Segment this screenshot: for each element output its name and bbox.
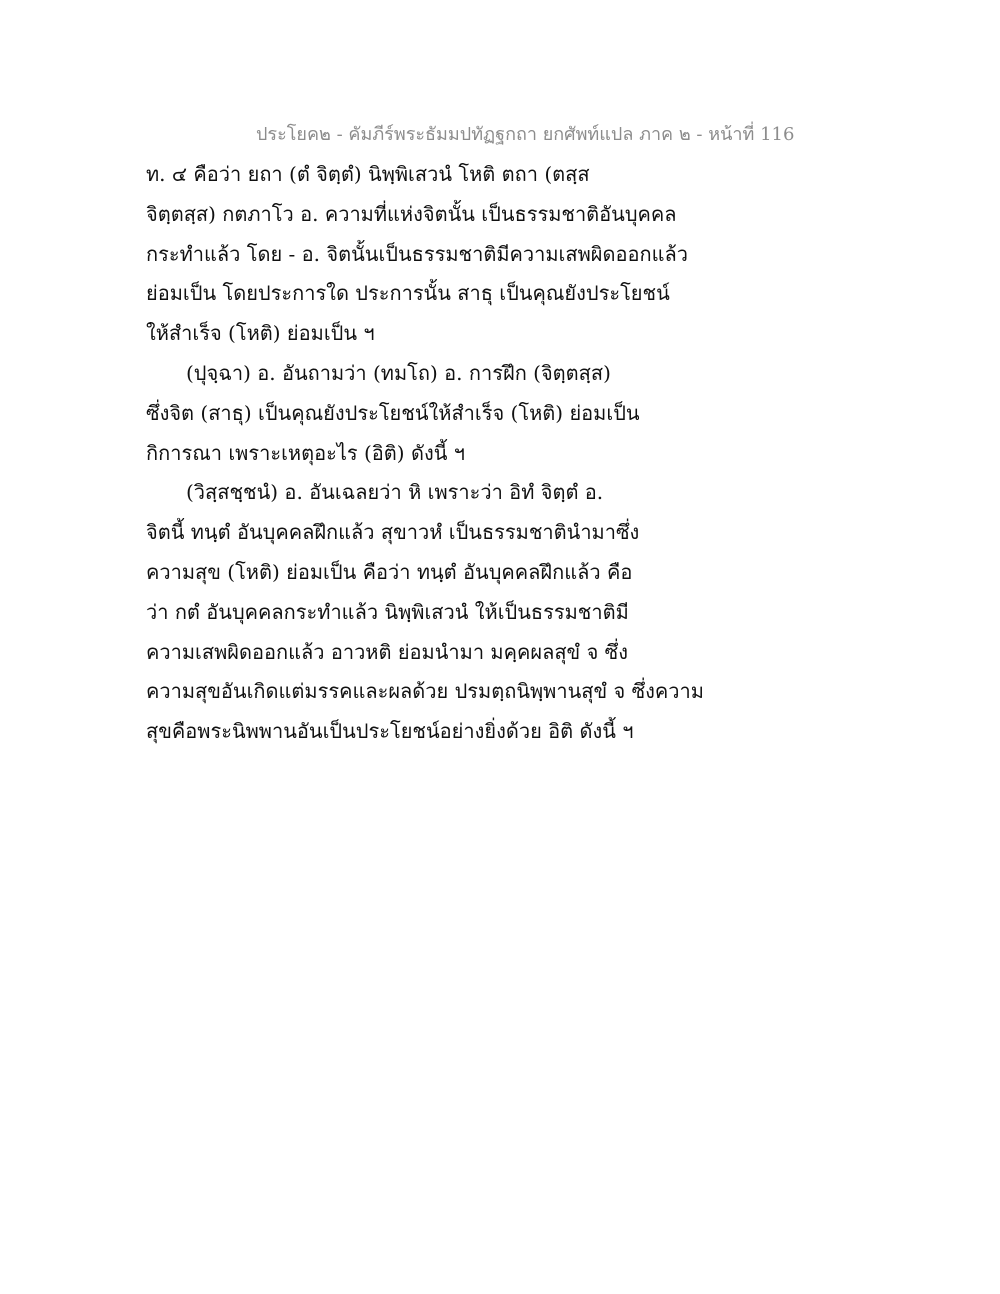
page-header: ประโยค๒ - คัมภีร์พระธัมมปทัฏฐกถา ยกศัพท์แปล ภาค ๒ - หน้าที่ 116: [256, 124, 795, 145]
text-line: ว่า กตํ อันบุคคลกระทำแล้ว นิพฺพิเสวนํ ให้เป็นธรรมชาติมี: [146, 599, 629, 624]
body-text: [146, 160, 706, 757]
text-line: ความเสพผิดออกแล้ว อาวหติ ย่อมนำมา มคฺคผลสุขํ จ ซึ่ง: [146, 639, 628, 664]
paragraph-start-line: (วิสฺสชฺชนํ) อ. อันเฉลยว่า หิ เพราะว่า อิทํ จิตฺตํ อ.: [186, 480, 604, 505]
text-line: จิตฺตสฺส) กตภาโว อ. ความที่แห่งจิตนั้น เป็นธรรมชาติอันบุคคล: [146, 201, 677, 226]
text-line: ความสุขอันเกิดแต่มรรคและผลด้วย ปรมตฺถนิพฺพานสุขํ จ ซึ่งความ: [146, 679, 704, 704]
text-line: ย่อมเป็น โดยประการใด ประการนั้น สาธุ เป็นคุณยังประโยชน์: [146, 281, 670, 306]
text-line: ความสุข (โหติ) ย่อมเป็น คือว่า ทนฺตํ อันบุคคลฝึกแล้ว คือ: [146, 559, 633, 584]
text-line: ให้สำเร็จ (โหติ) ย่อมเป็น ฯ: [146, 321, 375, 346]
text-line: ซึ่งจิต (สาธุ) เป็นคุณยังประโยชน์ให้สำเร็จ (โหติ) ย่อมเป็น: [146, 400, 640, 425]
paragraph-start-line: (ปุจฺฉา) อ. อันถามว่า (ทมโถ) อ. การฝึก (จิตฺตสฺส): [186, 360, 611, 385]
text-line: จิตนี้ ทนฺตํ อันบุคคลฝึกแล้ว สุขาวหํ เป็นธรรมชาตินำมาซึ่ง: [146, 520, 640, 545]
text-line: ท. ๔ คือว่า ยถา (ตํ จิตฺตํ) นิพฺพิเสวนํ โหติ ตถา (ตสฺส: [146, 162, 590, 186]
text-line: กระทำแล้ว โดย - อ. จิตนั้นเป็นธรรมชาติมีความเสพผิดออกแล้ว: [146, 241, 688, 266]
text-line: กิการณา เพราะเหตุอะไร (อิติ) ดังนี้ ฯ: [146, 440, 465, 465]
text-line: สุขคือพระนิพพานอันเป็นประโยชน์อย่างยิ่งด้วย อิติ ดังนี้ ฯ: [146, 719, 634, 744]
